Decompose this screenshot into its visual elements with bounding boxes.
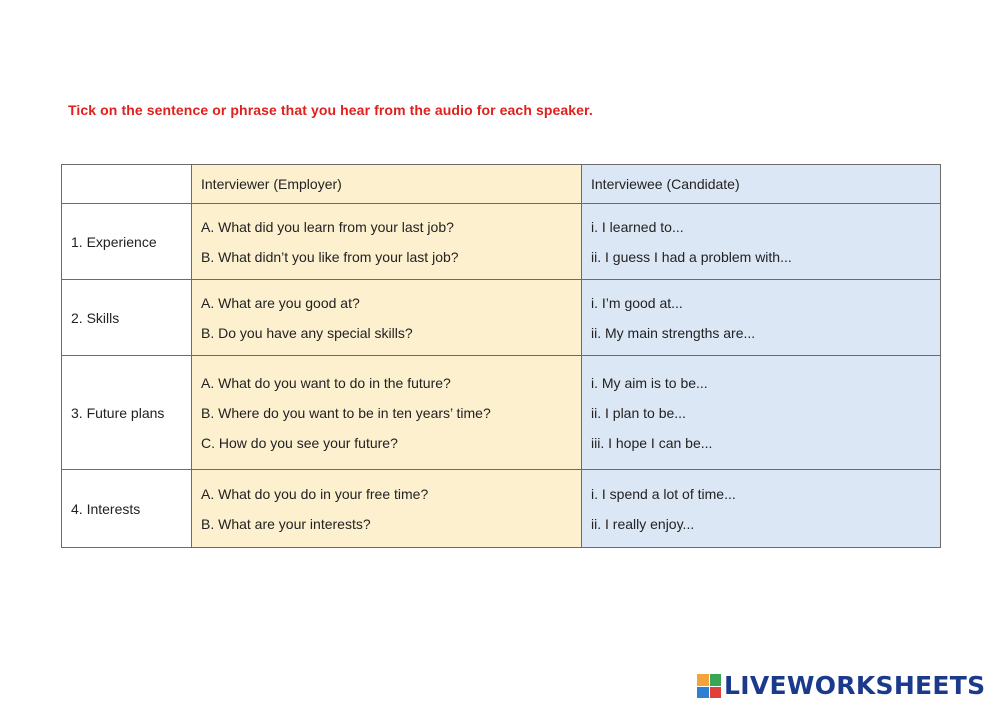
candidate-phrase[interactable]: i. I’m good at... (591, 294, 683, 311)
topic-cell: 4. Interests (62, 470, 192, 548)
employer-phrase[interactable]: C. How do you see your future? (201, 434, 398, 451)
candidate-phrase[interactable]: ii. I really enjoy... (591, 515, 695, 532)
table-row (62, 356, 941, 470)
liveworksheets-logo (697, 672, 985, 700)
table-row (62, 470, 941, 548)
candidate-cell (582, 356, 941, 470)
candidate-cell (582, 470, 941, 548)
employer-cell (192, 280, 582, 356)
topic-cell: 1. Experience (62, 204, 192, 280)
topic-cell: 3. Future plans (62, 356, 192, 470)
blank-corner-cell (62, 165, 192, 204)
candidate-phrase[interactable]: ii. My main strengths are... (591, 324, 756, 341)
instruction-text: Tick on the sentence or phrase that you hear from the audio for each speaker. (68, 102, 593, 118)
candidate-cell (582, 280, 941, 356)
candidate-phrase[interactable]: i. I spend a lot of time... (591, 485, 736, 502)
employer-phrase[interactable]: B. Where do you want to be in ten years’ time? (201, 404, 491, 421)
topic-cell: 2. Skills (62, 280, 192, 356)
employer-phrase[interactable]: B. What didn’t you like from your last job? (201, 248, 459, 265)
interview-table (61, 164, 941, 548)
employer-phrase[interactable]: A. What do you want to do in the future? (201, 374, 451, 391)
employer-phrase[interactable]: A. What do you do in your free time? (201, 485, 429, 502)
candidate-phrase[interactable]: i. I learned to... (591, 218, 684, 235)
employer-phrase[interactable]: A. What are you good at? (201, 294, 360, 311)
employer-cell (192, 204, 582, 280)
table-row (62, 280, 941, 356)
employer-phrase[interactable]: A. What did you learn from your last job? (201, 218, 454, 235)
candidate-cell (582, 204, 941, 280)
header-row (62, 165, 941, 204)
employer-phrase[interactable]: B. Do you have any special skills? (201, 324, 413, 341)
employer-phrase[interactable]: B. What are your interests? (201, 515, 371, 532)
candidate-phrase[interactable]: ii. I plan to be... (591, 404, 686, 421)
candidate-phrase[interactable]: ii. I guess I had a problem with... (591, 248, 792, 265)
candidate-header: Interviewee (Candidate) (582, 165, 941, 204)
logo-square-icon (697, 674, 709, 686)
logo-text: LIVEWORKSHEETS (724, 671, 986, 700)
candidate-phrase[interactable]: i. My aim is to be... (591, 374, 708, 391)
logo-square-icon (710, 674, 722, 686)
candidate-phrase[interactable]: iii. I hope I can be... (591, 434, 713, 451)
employer-cell (192, 356, 582, 470)
employer-cell (192, 470, 582, 548)
employer-header: Interviewer (Employer) (192, 165, 582, 204)
logo-mark-icon (697, 674, 721, 698)
table-row (62, 204, 941, 280)
logo-square-icon (710, 687, 722, 699)
logo-square-icon (697, 687, 709, 699)
